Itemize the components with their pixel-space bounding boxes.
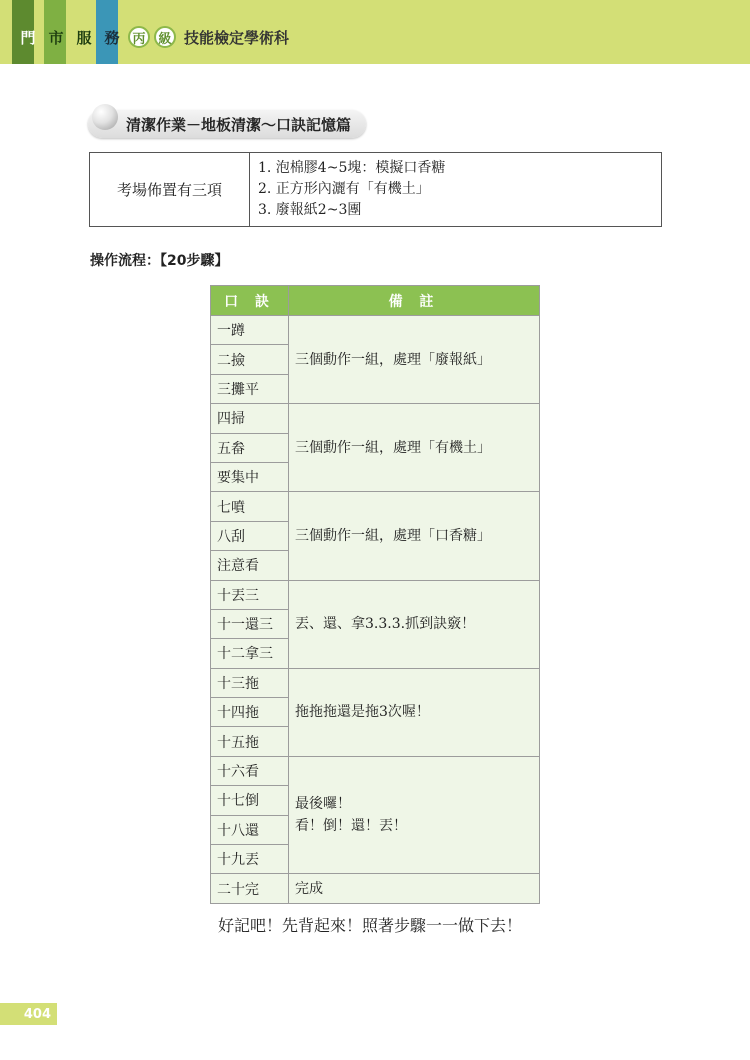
setup-item: 2. 正方形內灑有「有機土」	[258, 181, 430, 197]
table-row	[211, 874, 540, 903]
table-header-row	[211, 286, 540, 316]
mnemonic-cell: 四掃	[211, 404, 289, 433]
setup-label: 考場佈置有三項	[90, 153, 250, 226]
mnemonic-cell: 十六看	[211, 756, 289, 785]
mnemonic-cell: 十一還三	[211, 609, 289, 638]
bullet-ball-icon	[92, 104, 118, 130]
header-remarks: 備 註	[289, 286, 540, 316]
remark-cell	[289, 668, 540, 756]
header-char: 服	[76, 28, 92, 47]
table-row	[211, 316, 540, 345]
remark-line: 三個動作一組，處理「有機土」	[295, 439, 491, 456]
remark-line: 最後囉！	[295, 796, 351, 813]
mnemonic-cell: 十四拖	[211, 698, 289, 727]
mnemonic-cell: 二撿	[211, 345, 289, 374]
remark-line: 三個動作一組，處理「廢報紙」	[295, 351, 491, 368]
remark-line: 拖拖拖還是拖3次喔！	[295, 704, 430, 721]
page-number: 404	[0, 1003, 57, 1025]
header-char: 務	[104, 28, 120, 47]
header-char: 市	[48, 28, 64, 47]
remark-cell	[289, 492, 540, 580]
mnemonic-cell: 十二拿三	[211, 639, 289, 668]
section-title: 清潔作業－地板清潔～口訣記憶篇	[126, 116, 352, 134]
flow-label: 操作流程：【20步驟】	[90, 253, 229, 269]
mnemonic-cell: 十八還	[211, 815, 289, 844]
mnemonic-cell: 三攤平	[211, 374, 289, 403]
mnemonic-table	[210, 285, 540, 904]
mnemonic-cell: 十五拖	[211, 727, 289, 756]
remark-line: 完成	[295, 880, 323, 897]
mnemonic-cell: 十七倒	[211, 786, 289, 815]
header-char: 門	[20, 28, 36, 47]
table-row	[211, 668, 540, 697]
header-title	[16, 24, 289, 50]
header-subtitle: 技能檢定學術科	[184, 28, 290, 47]
remark-line: 丟、還、拿3.3.3.抓到訣竅！	[295, 616, 476, 633]
mnemonic-cell: 十丟三	[211, 580, 289, 609]
mnemonic-cell: 十九丟	[211, 845, 289, 874]
mnemonic-cell: 注意看	[211, 551, 289, 580]
setup-table	[89, 152, 662, 227]
table-row	[211, 492, 540, 521]
closing-text: 好記吧！先背起來！照著步驟一一做下去！	[218, 916, 523, 935]
table-row	[211, 404, 540, 433]
header-char: 級	[154, 26, 176, 48]
remark-cell	[289, 316, 540, 404]
remark-cell	[289, 756, 540, 874]
mnemonic-cell: 五畚	[211, 433, 289, 462]
remark-cell	[289, 580, 540, 668]
remark-cell	[289, 874, 540, 903]
remark-line: 三個動作一組，處理「口香糖」	[295, 527, 491, 544]
setup-items	[250, 153, 661, 226]
table-row	[211, 756, 540, 785]
setup-item: 3. 廢報紙2~3團	[258, 202, 362, 218]
remark-cell	[289, 404, 540, 492]
header-char: 丙	[128, 26, 150, 48]
mnemonic-cell: 七噴	[211, 492, 289, 521]
mnemonic-cell: 二十完	[211, 874, 289, 903]
remark-line: 看！倒！還！丟！	[295, 818, 407, 835]
mnemonic-cell: 八刮	[211, 521, 289, 550]
mnemonic-cell: 要集中	[211, 462, 289, 491]
setup-item: 1. 泡棉膠4~5塊：模擬口香糖	[258, 160, 446, 176]
table-row	[211, 580, 540, 609]
mnemonic-cell: 十三拖	[211, 668, 289, 697]
mnemonic-cell: 一蹲	[211, 316, 289, 345]
header-band	[0, 0, 750, 64]
header-mnemonic: 口 訣	[211, 286, 289, 316]
